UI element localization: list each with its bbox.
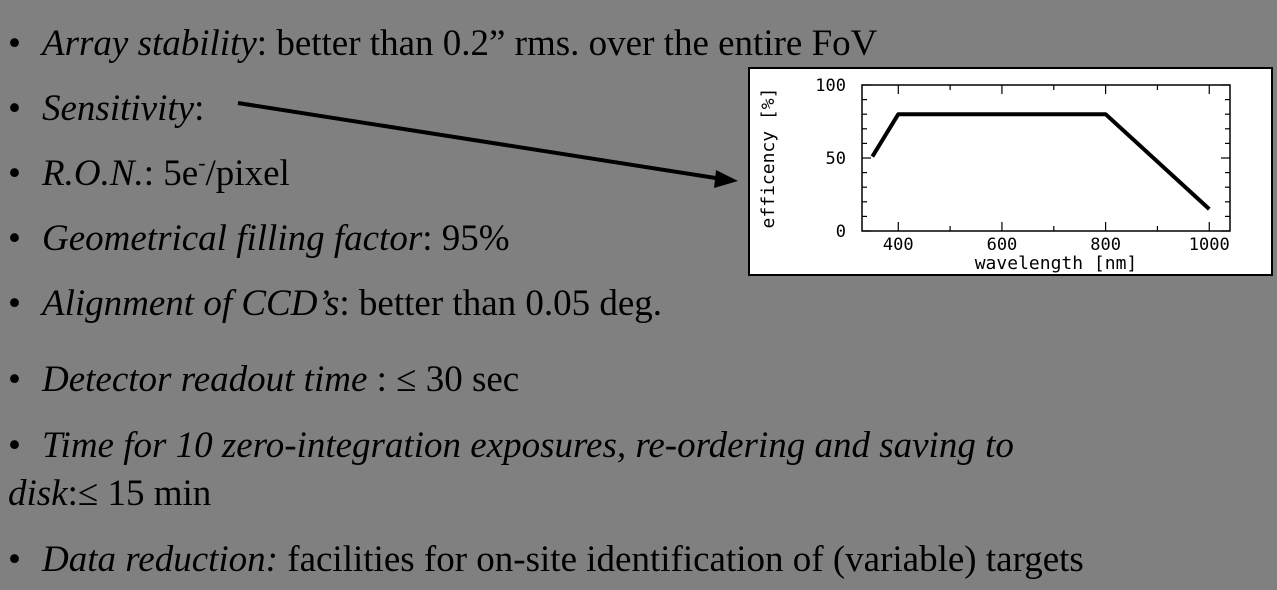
bullet-marker: •: [8, 359, 21, 400]
x-tick-label: 600: [986, 235, 1018, 255]
bullet-marker: •: [8, 425, 21, 466]
bullet-text: :≤ 15 min: [67, 473, 212, 514]
bullet-text: : 95%: [422, 218, 510, 259]
bullet-term: Data reduction:: [42, 539, 279, 580]
bullet-term: Detector readout time: [42, 359, 377, 400]
bullet-marker: •: [8, 283, 21, 324]
bullet-text: /pixel: [205, 153, 290, 194]
bullet-text: facilities for on-site identification of (variable) targets: [278, 539, 1084, 580]
bullet-text: : better than 0.2” rms. over the entire FoV: [256, 23, 878, 64]
y-tick-label: 0: [835, 222, 846, 242]
bullet-term: R.O.N.: [42, 153, 144, 194]
x-tick-label: 800: [1090, 235, 1121, 255]
bullet-text: :: [194, 88, 205, 129]
bullet-text: : better than 0.05 deg.: [339, 283, 663, 324]
bullet-marker: •: [8, 153, 21, 194]
bullet-marker: •: [8, 23, 21, 64]
x-tick-label: 1000: [1188, 235, 1230, 255]
efficiency-line: [872, 114, 1209, 209]
efficiency-chart: [748, 67, 1273, 276]
bullet-term: Geometrical filling factor: [42, 218, 423, 259]
bullet-superscript: -: [198, 149, 206, 175]
bullet-text-pre: : 5e: [143, 153, 199, 194]
y-tick-label: 100: [815, 76, 846, 96]
efficiency-chart-svg: [750, 69, 1271, 274]
bullet-term: Array stability: [42, 23, 257, 64]
y-axis-label: efficency [%]: [758, 87, 779, 229]
bullet-text: : ≤ 30 sec: [376, 359, 520, 400]
bullet-term-cont: disk: [8, 473, 68, 514]
bullet-marker: •: [8, 218, 21, 259]
bullet-marker: •: [8, 88, 21, 129]
x-tick-label: 400: [882, 235, 914, 255]
bullet-term: Alignment of CCD’s: [42, 283, 340, 324]
plot-frame: [862, 85, 1230, 231]
bullet-marker: •: [8, 539, 21, 580]
y-tick-label: 50: [825, 149, 846, 169]
bullet-term: Sensitivity: [42, 88, 195, 129]
bullet-term: Time for 10 zero-integration exposures, re-ordering and saving to: [42, 425, 1014, 466]
x-axis-label: wavelength [nm]: [974, 253, 1138, 274]
